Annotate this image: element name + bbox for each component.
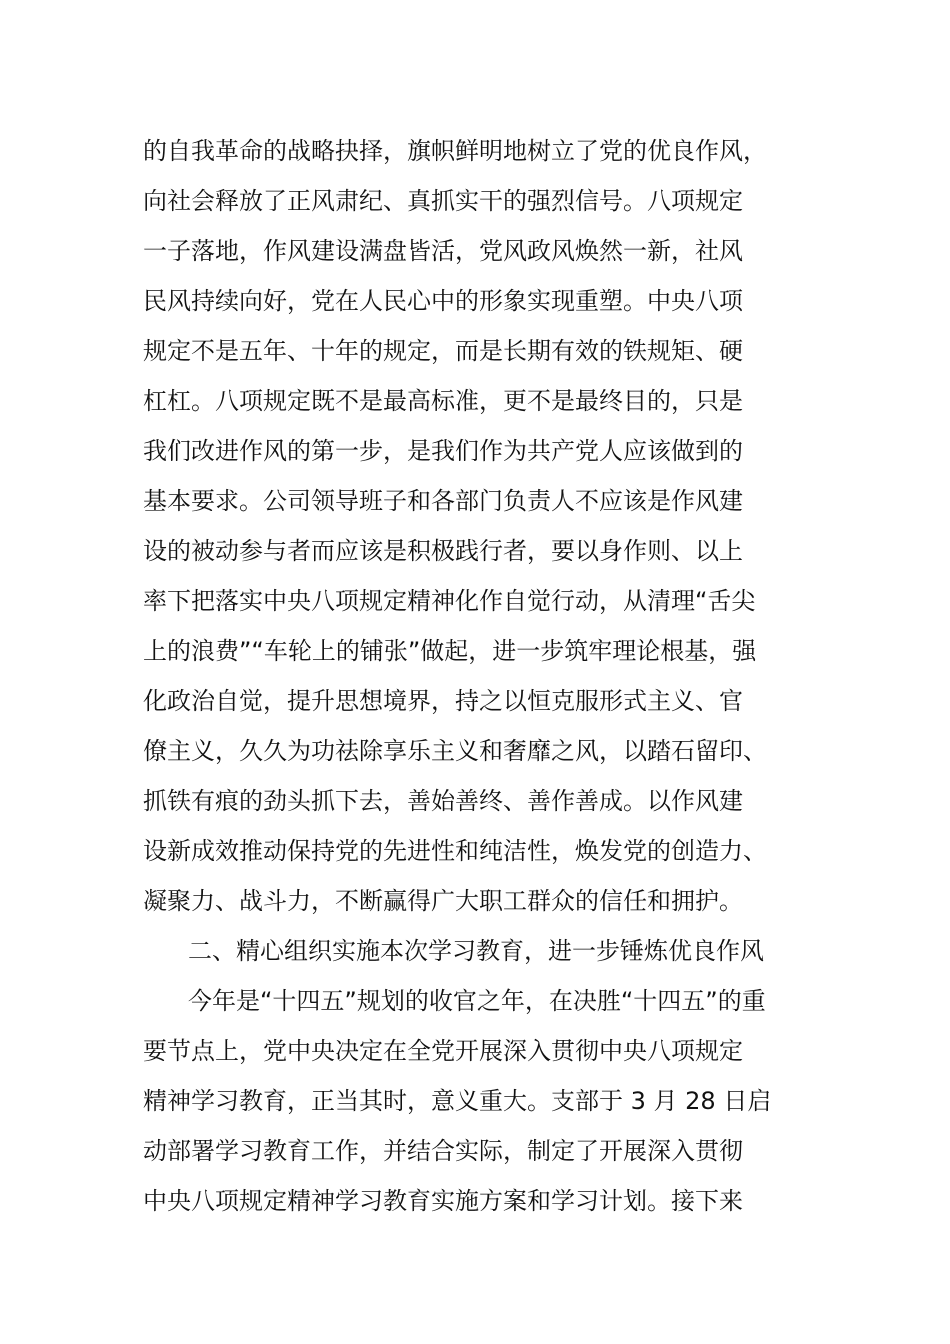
text-line: 僚主义，久久为功祛除享乐主义和奢靡之风，以踏石留印、 [143,737,767,765]
text-line: 规定不是五年、十年的规定，而是长期有效的铁规矩、硬 [143,337,743,365]
body-text [143,126,823,1226]
text-line: 中央八项规定精神学习教育实施方案和学习计划。接下来 [143,1187,743,1215]
text-line: 的自我革命的战略抉择，旗帜鲜明地树立了党的优良作风， [143,137,767,165]
text-line: 一子落地，作风建设满盘皆活，党风政风焕然一新，社风 [143,237,743,265]
paragraph-start-line: 今年是“十四五”规划的收官之年，在决胜“十四五”的重 [188,987,766,1015]
text-line: 上的浪费”“车轮上的铺张”做起，进一步筑牢理论根基，强 [143,637,757,665]
text-line: 要节点上，党中央决定在全党开展深入贯彻中央八项规定 [143,1037,743,1065]
text-line: 向社会释放了正风肃纪、真抓实干的强烈信号。八项规定 [143,187,743,215]
text-line: 精神学习教育，正当其时，意义重大。支部于 3 月 28 日启 [143,1087,772,1115]
text-line: 设的被动参与者而应该是积极践行者，要以身作则、以上 [143,537,743,565]
text-line: 杠杠。八项规定既不是最高标准，更不是最终目的，只是 [143,387,743,415]
text-line: 民风持续向好，党在人民心中的形象实现重塑。中央八项 [143,287,743,315]
text-line: 基本要求。公司领导班子和各部门负责人不应该是作风建 [143,487,743,515]
text-line: 设新成效推动保持党的先进性和纯洁性，焕发党的创造力、 [143,837,767,865]
text-line: 凝聚力、战斗力，不断赢得广大职工群众的信任和拥护。 [143,887,743,915]
section-heading: 二、精心组织实施本次学习教育，进一步锤炼优良作风 [188,937,764,965]
text-line: 率下把落实中央八项规定精神化作自觉行动，从清理“舌尖 [143,587,756,615]
text-line: 我们改进作风的第一步，是我们作为共产党人应该做到的 [143,437,743,465]
text-line: 抓铁有痕的劲头抓下去，善始善终、善作善成。以作风建 [143,787,743,815]
text-line: 化政治自觉，提升思想境界，持之以恒克服形式主义、官 [143,687,743,715]
text-line: 动部署学习教育工作，并结合实际，制定了开展深入贯彻 [143,1137,743,1165]
